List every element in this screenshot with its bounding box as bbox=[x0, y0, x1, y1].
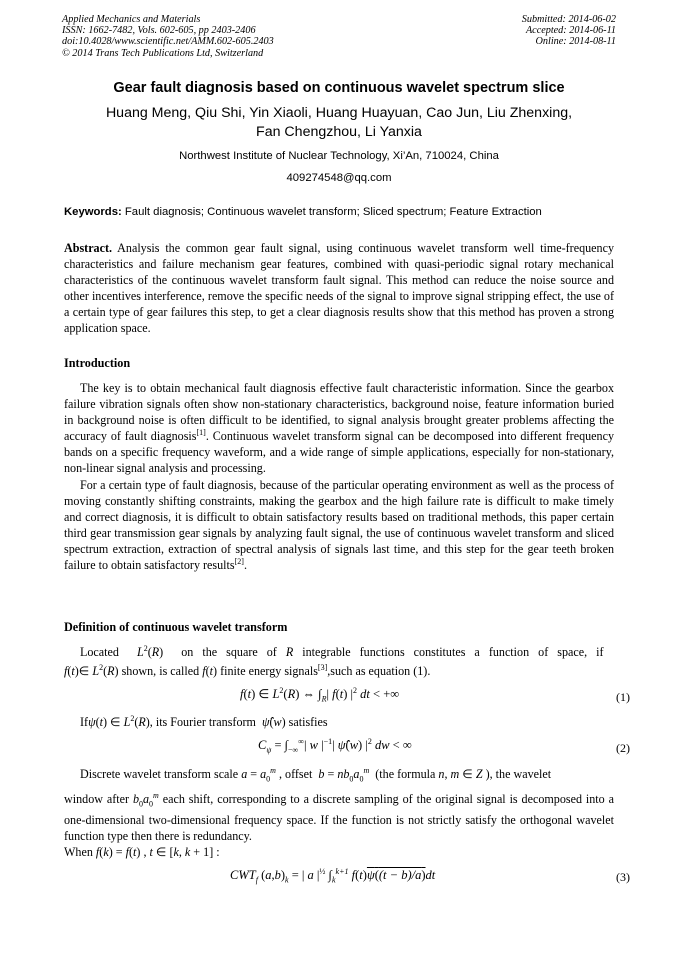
abstract-text: Analysis the common gear fault signal, using continuous wavelet transform well time-frequency characteristics and failure mechanism gear features, combined with quasi-periodic signal rotary mechanical characteristics of the continuous wavelet transform fault signal. This method can reduce the noise source and other incentives interference, remove the specific needs of the signal to improve signal stripping effect, the use of a certain type of gear failures this step, to get a clear diagnosis results show that this method has proven a strong application space. bbox=[64, 241, 614, 336]
paper-title: Gear fault diagnosis based on continuous wavelet spectrum slice bbox=[113, 80, 565, 96]
copyright-line: © 2014 Trans Tech Publications Ltd, Switzerland bbox=[62, 47, 264, 59]
def-p1-e: finite energy signals bbox=[220, 664, 318, 679]
keywords bbox=[64, 206, 620, 218]
equation-1-number: (1) bbox=[616, 690, 630, 704]
issn-line: ISSN: 1662-7482, Vols. 602-605, pp 2403-2406 bbox=[62, 25, 256, 37]
def-p3-b: , offset bbox=[278, 767, 313, 781]
def-when: When bbox=[64, 845, 93, 860]
doi-line: doi:10.4028/www.scientific.net/AMM.602-605.2403 bbox=[62, 36, 274, 48]
intro-p1-text: The key is to obtain mechanical fault diagnosis effective fault characteristic information. Since the gearbox failure vibration signals often show non-stationary characteristics, background noise, feature information buried in background noise is often difficult to be identified, to signal analysis brought greater problems affecting the accuracy of fault diagnosis bbox=[64, 381, 614, 444]
citation-2: [2] bbox=[234, 557, 244, 566]
journal-name: Applied Mechanics and Materials bbox=[62, 14, 201, 25]
def-p3-f: each shift, corresponding to a discrete sampling of the original signal is decomposed into a one-dimensional two-dimensional frequency space. If the function is not strictly satisfy the orthogonal wavelet function type then there is redundancy. bbox=[64, 791, 614, 844]
equation-3: $CWT_f$ $(a,b)_k$ = | a $|^{\frac{1}{2}}$ $\int_k^{k+1}$ f(t)ψ((t − b)/a)dt bbox=[230, 866, 436, 885]
def-fourier: , its Fourier transform bbox=[149, 715, 256, 729]
introduction-heading: Introduction bbox=[64, 356, 131, 370]
definition-paragraph-3: Discrete wavelet transform scale $a = a_0^m$ , offset $b = nb_0a_0^m$ (the formula n, m ∈ Z ), the wavelet window after $b_0a_0^m$ each shift, corresponding to a discrete sampling of the original signal is decomposed into a one-dimensional two-dimensional frequency space. If the function is not strictly satisfy the orthogonal wavelet function type then there is redundancy. When f(k) = f(t) , t ∈ [k, k + 1] : bbox=[64, 765, 614, 860]
intro-paragraph-2 bbox=[64, 477, 614, 574]
def-p3-d: ), the wavelet bbox=[485, 767, 552, 781]
journal-info bbox=[62, 14, 274, 59]
affiliation: Northwest Institute of Nuclear Technology, Xi’An, 710024, China bbox=[179, 150, 499, 162]
intro-paragraph-1 bbox=[64, 380, 614, 477]
def-p3-a: Discrete wavelet transform scale bbox=[80, 767, 239, 781]
def-p1-a: Located bbox=[80, 645, 119, 659]
authors-line-2: Fan Chengzhou, Li Yanxia bbox=[256, 124, 422, 140]
introduction-body bbox=[64, 380, 614, 573]
accepted-date: Accepted: 2014-06-11 bbox=[525, 25, 616, 37]
citation-1: [1] bbox=[196, 428, 206, 438]
email: 409274548@qq.com bbox=[286, 172, 392, 184]
def-p1-c: integrable functions constitutes a function of space, if bbox=[302, 645, 604, 659]
equation-2-number: (2) bbox=[616, 741, 630, 755]
abstract bbox=[64, 240, 614, 337]
def-p3-c: (the formula bbox=[375, 767, 436, 781]
def-p1-b: on the square of bbox=[181, 645, 277, 659]
def-satisfies: satisfies bbox=[288, 715, 328, 729]
intro-p2-rest: . bbox=[243, 558, 247, 573]
keywords-label: Keywords: bbox=[64, 206, 122, 218]
online-date: Online: 2014-08-11 bbox=[535, 36, 616, 48]
definition-paragraph-2: Ifψ(t) ∈ $L^2(R)$, its Fourier transform ψ̂(w) satisfies bbox=[80, 713, 328, 729]
def-p3-e: window after bbox=[64, 791, 130, 806]
equation-1: f(t) ∈ $L^2(R)$ ⇔ $\int_R|$ f(t) $|^2$ dt < +∞ bbox=[240, 685, 400, 704]
authors-line-1: Huang Meng, Qiu Shi, Yin Xiaoli, Huang Huayuan, Cao Jun, Liu Zhenxing, bbox=[105, 105, 573, 121]
keywords-text: Fault diagnosis; Continuous wavelet transform; Sliced spectrum; Feature Extraction bbox=[121, 206, 542, 218]
authors bbox=[40, 104, 638, 142]
def-if: If bbox=[80, 715, 89, 729]
intro-p2-text: For a certain type of fault diagnosis, because of the particular operating environment as well as the process of moving constantly shifting constraints, making the gearbox and the high failure rate is difficult to make timely and correct diagnosis, it is difficult to obtain satisfactory results based on traditional methods, this paper certain third gear transmission gear signals by analyzing fault signal, the use of continuous wavelet transform and sliced spectrum extraction, extraction of spectral analysis of signals last time, and this step for the gear teeth broken failure to obtain satisfactory results bbox=[64, 477, 614, 573]
def-p1-d: shown, is called bbox=[121, 664, 200, 679]
definition-paragraph-1: Located $L^2(R)$ on the square of R integrable functions constitutes a function of space, if f(t)∈ $L^2(R)$ shown, is called f(t) finite energy signals[3],such as equation (1). bbox=[64, 643, 604, 679]
definition-heading: Definition of continuous wavelet transform bbox=[64, 620, 288, 634]
citation-3: [3] bbox=[317, 663, 328, 673]
abstract-label: Abstract. bbox=[64, 241, 113, 255]
intro-p1-rest: . Continuous wavelet transform signal can be decomposed into different frequency bands on a specific frequency waveform, and a wide range of simple applications, especially for non-stationary, non-linear signal analysis and processing. bbox=[64, 429, 614, 476]
submission-dates bbox=[522, 14, 616, 48]
def-p1-f: ,such as equation (1). bbox=[327, 664, 431, 679]
equation-2: $C_\psi = \int_{-\infty}^\infty|$ w $|^{-1}|$ ψ̂(w) $|^2$ dw < ∞ bbox=[258, 736, 412, 755]
equation-3-number: (3) bbox=[616, 870, 630, 884]
submitted-date: Submitted: 2014-06-02 bbox=[521, 14, 616, 25]
